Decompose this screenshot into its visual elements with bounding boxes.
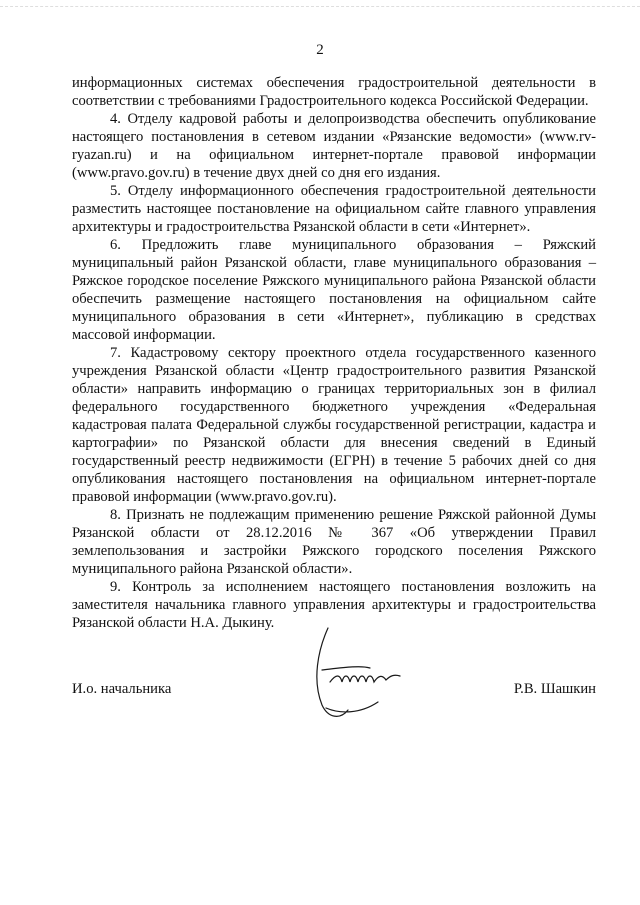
signatory-position: И.о. начальника <box>72 681 172 697</box>
paragraph-item-6: 6. Предложить главе муниципального образования – Ряжский муниципальный район Рязанской области, главе муниципального образования – Ряжское городское поселение Ряжского муниципального района Рязанской области обеспечить размещение настоящего постановления на официальном сайте муниципального образования в сети «Интернет», публикацию в средствах массовой информации. <box>72 237 596 343</box>
signatory-name: Р.В. Шашкин <box>513 681 596 697</box>
page-number: 2 <box>316 42 324 58</box>
paragraph-continuation: информационных системах обеспечения градостроительной деятельности в соответствии с требованиями Градостроительного кодекса Российской Федерации. <box>72 75 596 109</box>
paragraph-item-7: 7. Кадастровому сектору проектного отдела государственного казенного учреждения Рязанской области «Центр градостроительного развития Рязанской области» направить информацию о границах территориальных зон в филиал федерального государственного бюджетного учреждения «Федеральная кадастровая палата Федеральной службы государственной регистрации, кадастра и картографии» по Рязанской области для внесения сведений в Единый государственный реестр недвижимости (ЕГРН) в течение 5 рабочих дней со дня опубликования настоящего постановления на официальном интернет-портале правовой информации (www.pravo.gov.ru). <box>72 345 596 505</box>
paragraph-item-4: 4. Отделу кадровой работы и делопроизводства обеспечить опубликование настоящего постановления в сетевом издании «Рязанские ведомости» (www.rv-ryazan.ru) и на официальном интернет-портале правовой информации (www.pravo.gov.ru) в течение двух дней со дня его издания. <box>72 111 596 181</box>
paragraph-item-9: 9. Контроль за исполнением настоящего постановления возложить на заместителя начальника главного управления архитектуры и градостроительства Рязанской области Н.А. Дыкину. <box>72 579 596 631</box>
paragraph-item-8: 8. Признать не подлежащим применению решение Ряжской районной Думы Рязанской области от 28.12.2016 № 367 «Об утверждении Правил землепользования и застройки Ряжского городского поселения Ряжского муниципального района Рязанской области». <box>72 507 596 577</box>
handwritten-signature <box>300 610 420 730</box>
paragraph-item-5: 5. Отделу информационного обеспечения градостроительной деятельности разместить настоящее постановление на официальном сайте главного управления архитектуры и градостроительства Рязанской области в сети «Интернет». <box>72 183 596 235</box>
scan-edge-artifact <box>0 0 640 7</box>
document-body <box>72 74 596 632</box>
